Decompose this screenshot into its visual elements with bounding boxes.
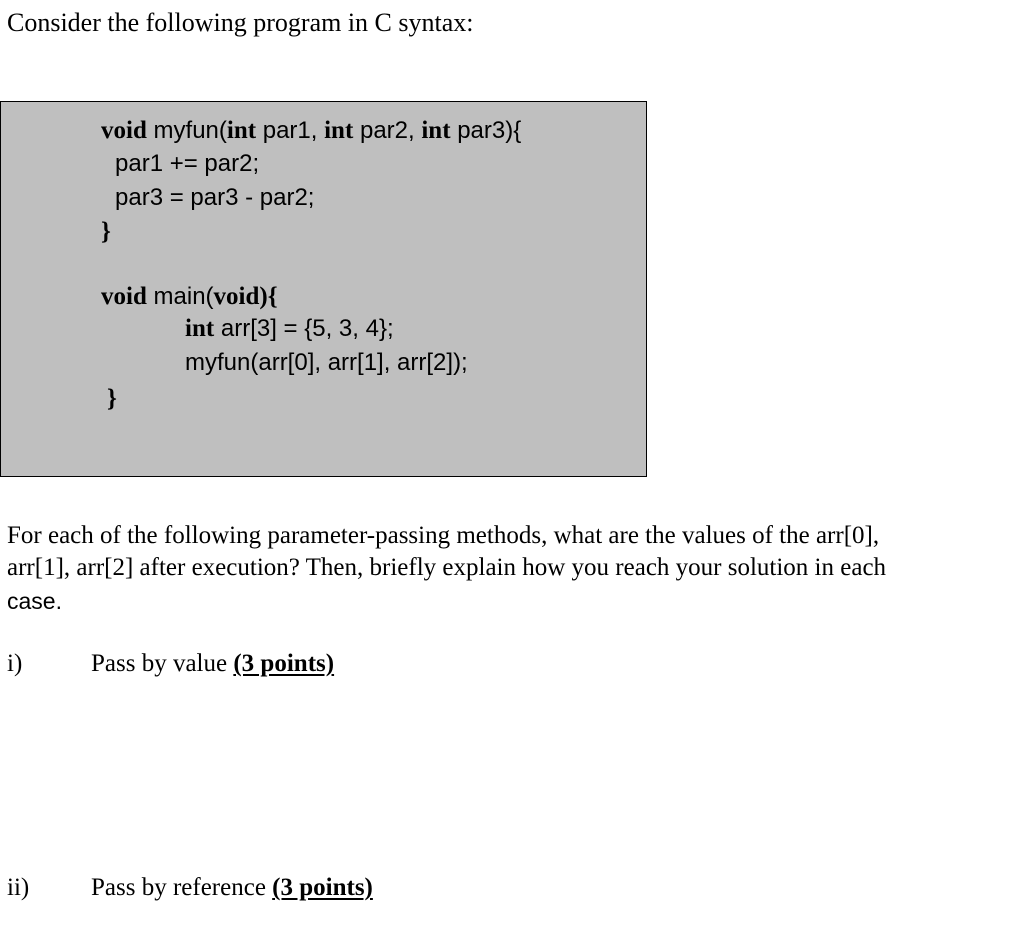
closing-brace: } bbox=[107, 385, 117, 412]
code-line-close-1 bbox=[101, 217, 111, 247]
item-marker-ii: ii) bbox=[7, 874, 30, 901]
question-line-3: case. bbox=[7, 588, 62, 614]
item-label: Pass by reference bbox=[91, 874, 273, 901]
code-line-decl bbox=[185, 314, 394, 344]
decl-rest: arr[3] = {5, 3, 4}; bbox=[214, 315, 394, 342]
keyword-void: void bbox=[101, 283, 147, 310]
code-line-signature bbox=[101, 116, 521, 146]
code-line-close-2 bbox=[107, 384, 117, 414]
code-line-3: par3 = par3 - par2; bbox=[115, 184, 315, 211]
param: par3){ bbox=[450, 117, 522, 144]
question-line-2: arr[1], arr[2] after execution? Then, briefly explain how you reach your solution in each bbox=[7, 554, 887, 581]
keyword-void: void bbox=[213, 283, 260, 310]
keyword-void: void bbox=[101, 117, 147, 144]
item-label: Pass by value bbox=[91, 650, 234, 677]
keyword-int: int bbox=[421, 117, 451, 144]
item-marker-i: i) bbox=[7, 650, 23, 677]
points-badge: (3 points) bbox=[272, 874, 373, 901]
code-line-call: myfun(arr[0], arr[1], arr[2]); bbox=[185, 349, 468, 376]
keyword-int: int bbox=[226, 117, 257, 144]
keyword-int: int bbox=[324, 117, 354, 144]
param: par1, bbox=[256, 117, 325, 144]
code-block bbox=[0, 101, 647, 477]
main-open: ){ bbox=[259, 283, 278, 310]
question-line-1: For each of the following parameter-passing methods, what are the values of the arr[0], bbox=[7, 522, 880, 549]
points-badge: (3 points) bbox=[233, 650, 335, 677]
param: par2, bbox=[353, 117, 422, 144]
item-pass-by-value bbox=[91, 648, 334, 680]
intro-text: Consider the following program in C syntax: bbox=[7, 8, 474, 37]
closing-brace: } bbox=[101, 218, 111, 245]
keyword-int: int bbox=[185, 315, 215, 342]
function-name: myfun( bbox=[146, 117, 227, 144]
code-line-main bbox=[101, 282, 278, 312]
function-name: main( bbox=[146, 283, 214, 310]
item-pass-by-reference bbox=[91, 872, 373, 904]
code-line-2: par1 += par2; bbox=[115, 150, 260, 177]
